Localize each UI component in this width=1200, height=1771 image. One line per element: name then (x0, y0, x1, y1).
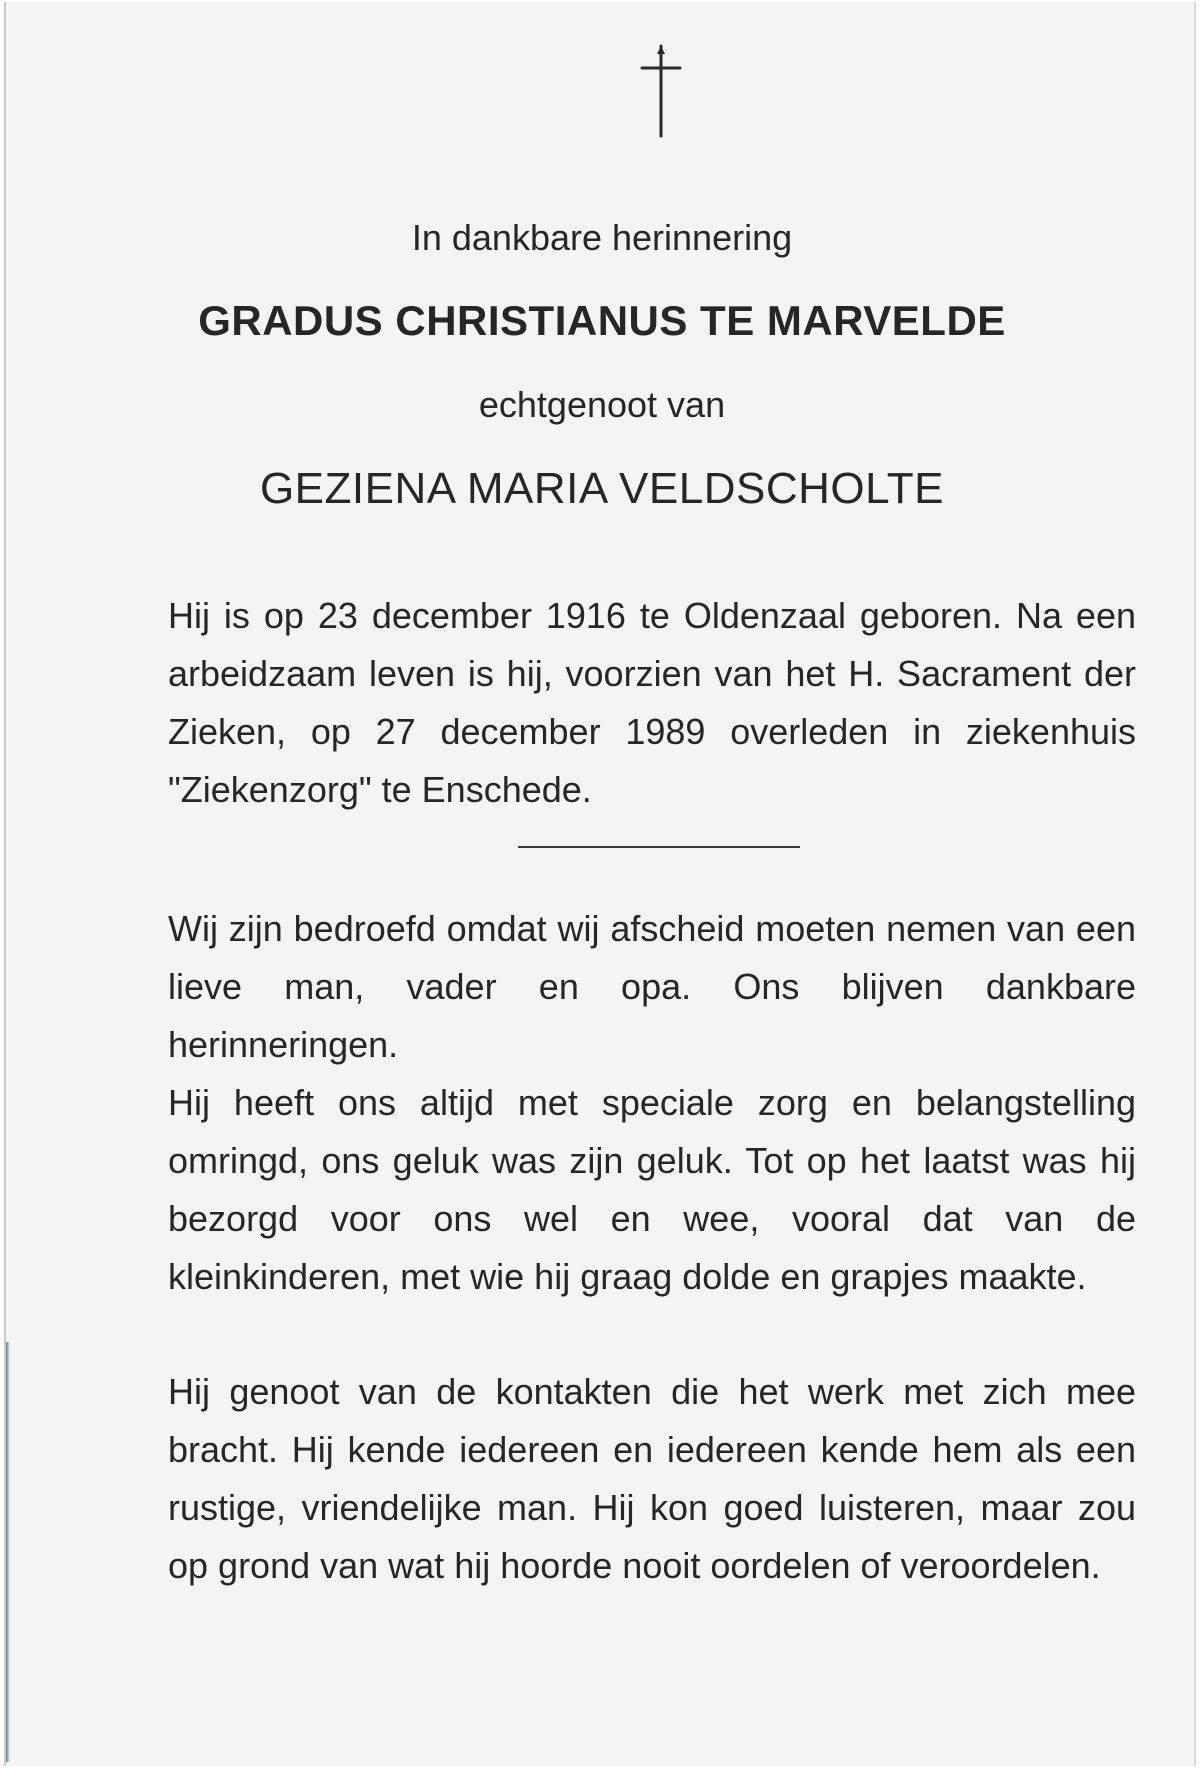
memorial-card (4, 2, 1196, 1766)
paragraph-character: Hij genoot van de kontakten die het werk met zich mee bracht. Hij kende iedereen en iedereen kende hem als een rustige, vriendelijke man. Hij kon goed luisteren, maar zou op grond van wat hij hoorde nooit oordelen of veroordelen. (168, 1371, 1136, 1586)
spouse-name: GEZIENA MARIA VELDSCHOLTE (259, 464, 945, 513)
paragraph-farewell: Wij zijn bedroefd omdat wij afscheid moeten nemen van een lieve man, vader en opa. Ons blijven dankbare herinneringen. (168, 908, 1136, 1065)
deceased-name: GRADUS CHRISTIANUS TE MARVELDE (198, 297, 1006, 344)
divider (518, 846, 800, 848)
intro-line: In dankbare herinnering (411, 217, 793, 258)
spouse-label: echtgenoot van (478, 384, 726, 425)
paragraph-care: Hij heeft ons altijd met speciale zorg en belangstelling omringd, ons geluk was zijn geluk. Tot op het laatst was hij bezorgd voor ons wel en wee, vooral dat van de kleinkinderen, met wie hij graag dolde en grapjes maakte. (168, 1082, 1136, 1297)
paragraph-biography: Hij is op 23 december 1916 te Oldenzaal geboren. Na een arbeidzaam leven is hij, voorzien van het H. Sacrament der Zieken, op 27 december 1989 overleden in ziekenhuis "Ziekenzorg" te Enschede. (168, 595, 1136, 810)
cross-icon (636, 42, 686, 138)
card-edge-shadow (6, 1342, 10, 1762)
